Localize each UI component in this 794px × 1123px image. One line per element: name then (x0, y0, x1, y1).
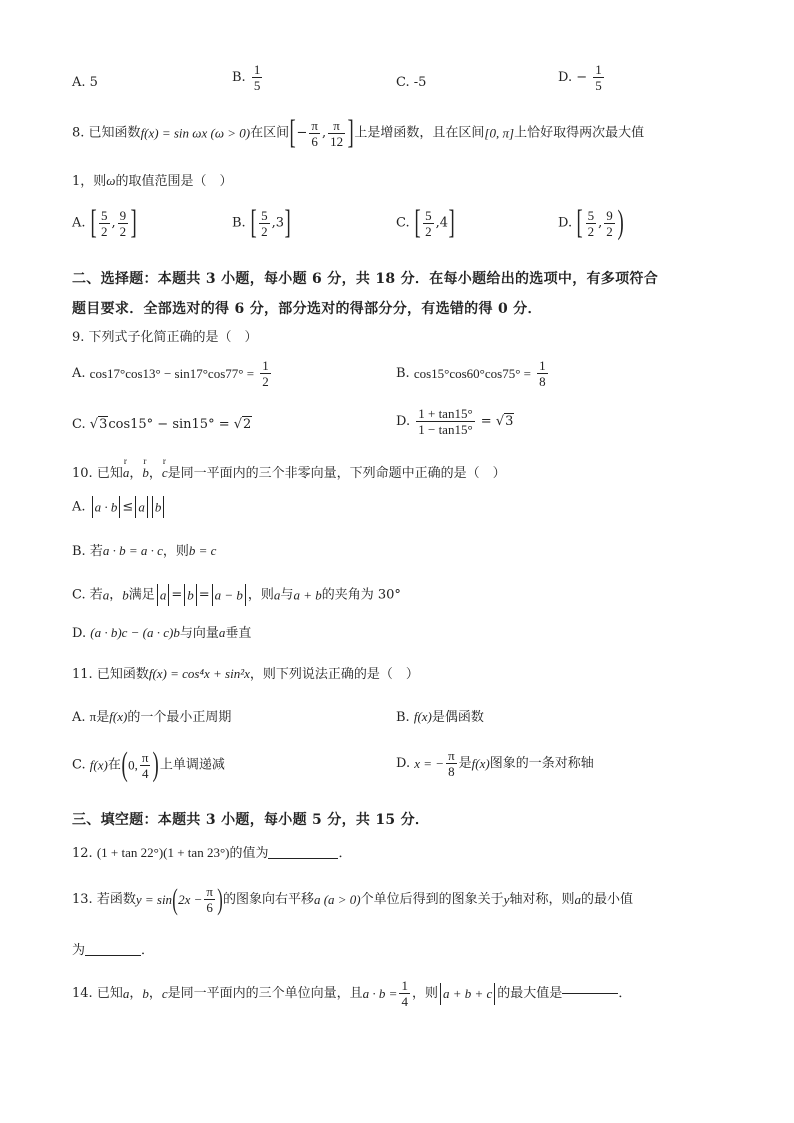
q11-option-d: D. x = − $\frac{\pi}{8}$ 是f(x)图象的一条对称轴 (396, 748, 594, 779)
q7-option-c: C. -5 (396, 75, 427, 90)
q12-stem: 12. (1 + tan 22°)(1 + tan 23°)的值为 ． (72, 845, 352, 861)
q14-stem: 14. 已知a，b，c是同一平面内的三个单位向量，且a · b = $\frac{1}{4}$ ，则 a + b + c 的最大值是 ． (72, 978, 632, 1009)
q8-stem-line2: 1，则ω的取值范围是（ ） (72, 173, 233, 189)
q10-option-a: A. a · b ≤ a b (72, 496, 166, 518)
q7-option-a: A. 5 (72, 75, 98, 90)
q8-option-a: A. [ $\frac{5}{2}$ , $\frac{9}{2}$ ] (72, 204, 137, 241)
q8-option-b: B. [ $\frac{5}{2}$ ,3] (232, 204, 291, 241)
q8-option-d: D. [ $\frac{5}{2}$ , $\frac{9}{2}$ ) (558, 204, 624, 241)
q10-option-b: B. 若a · b = a · c，则b = c (72, 543, 217, 559)
q9-option-b: B. cos15°cos60°cos75° = $\frac{1}{8}$ (396, 358, 546, 389)
q11-stem: 11. 已知函数f(x) = cos⁴x + sin²x，则下列说法正确的是（ ） (72, 666, 419, 682)
q7-option-d: D. − $\frac{1}{5}$ (558, 62, 602, 93)
q13-answer-blank[interactable] (85, 955, 141, 956)
q13-stem-line2: 为 ． (72, 943, 155, 958)
section2-heading-line2: 题目要求．全部选对的得 6 分，部分选对的得部分分，有选错的得 0 分． (72, 301, 542, 317)
q11-option-c: C. f(x)在(0, $\frac{\pi}{4}$ )上单调递减 (72, 746, 225, 783)
q10-option-c: C. 若a，b满足 a = b = a − b ，则a与a + b的夹角为 30° (72, 584, 401, 606)
q8-option-c: C. [ $\frac{5}{2}$ ,4] (396, 204, 455, 241)
q9-option-d: D. $\frac{1 + \tan 15^\circ}{1 - \tan 15^\circ}$ = √3 (396, 406, 514, 437)
q13-stem-line1: 13. 若函数y = sin(2x − $\frac{\pi}{6}$ )的图象向右平移a (a > 0)个单位后得到的图象关于y轴对称，则a的最小值 (72, 882, 633, 916)
q12-answer-blank[interactable] (268, 858, 338, 859)
q9-option-a: A. cos17°cos13° − sin17°cos77° = $\frac{1}{2}$ (72, 358, 269, 389)
q9-option-c: C. √3cos15° − sin15° = √2 (72, 417, 252, 432)
q14-answer-blank[interactable] (562, 993, 618, 994)
q10-stem: 10. 已知r a，r b，r c是同一平面内的三个非零向量，下列命题中正确的是（ ） (72, 466, 506, 480)
q8-stem-line1: 8. 已知函数f(x) = sin ωx (ω > 0)在区间[− $\frac{\pi}{6}$ , $\frac{\pi}{12}$ ]上是增函数，且在区间[0, π]上恰好取得两次最大值 (72, 114, 645, 151)
section2-heading-line1: 二、选择题：本题共 3 小题，每小题 6 分，共 18 分．在每小题给出的选项中，有多项符合 (72, 271, 659, 287)
q10-option-d: D. (a · b)c − (a · c)b与向量a垂直 (72, 625, 252, 641)
q9-stem: 9. 下列式子化简正确的是（ ） (72, 330, 258, 345)
q11-option-a: A. π是f(x)的一个最小正周期 (72, 709, 232, 725)
q7-option-b: B. $\frac{1}{5}$ (232, 62, 261, 93)
section3-heading: 三、填空题：本题共 3 小题，每小题 5 分，共 15 分． (72, 812, 430, 828)
q11-option-b: B. f(x)是偶函数 (396, 709, 484, 725)
